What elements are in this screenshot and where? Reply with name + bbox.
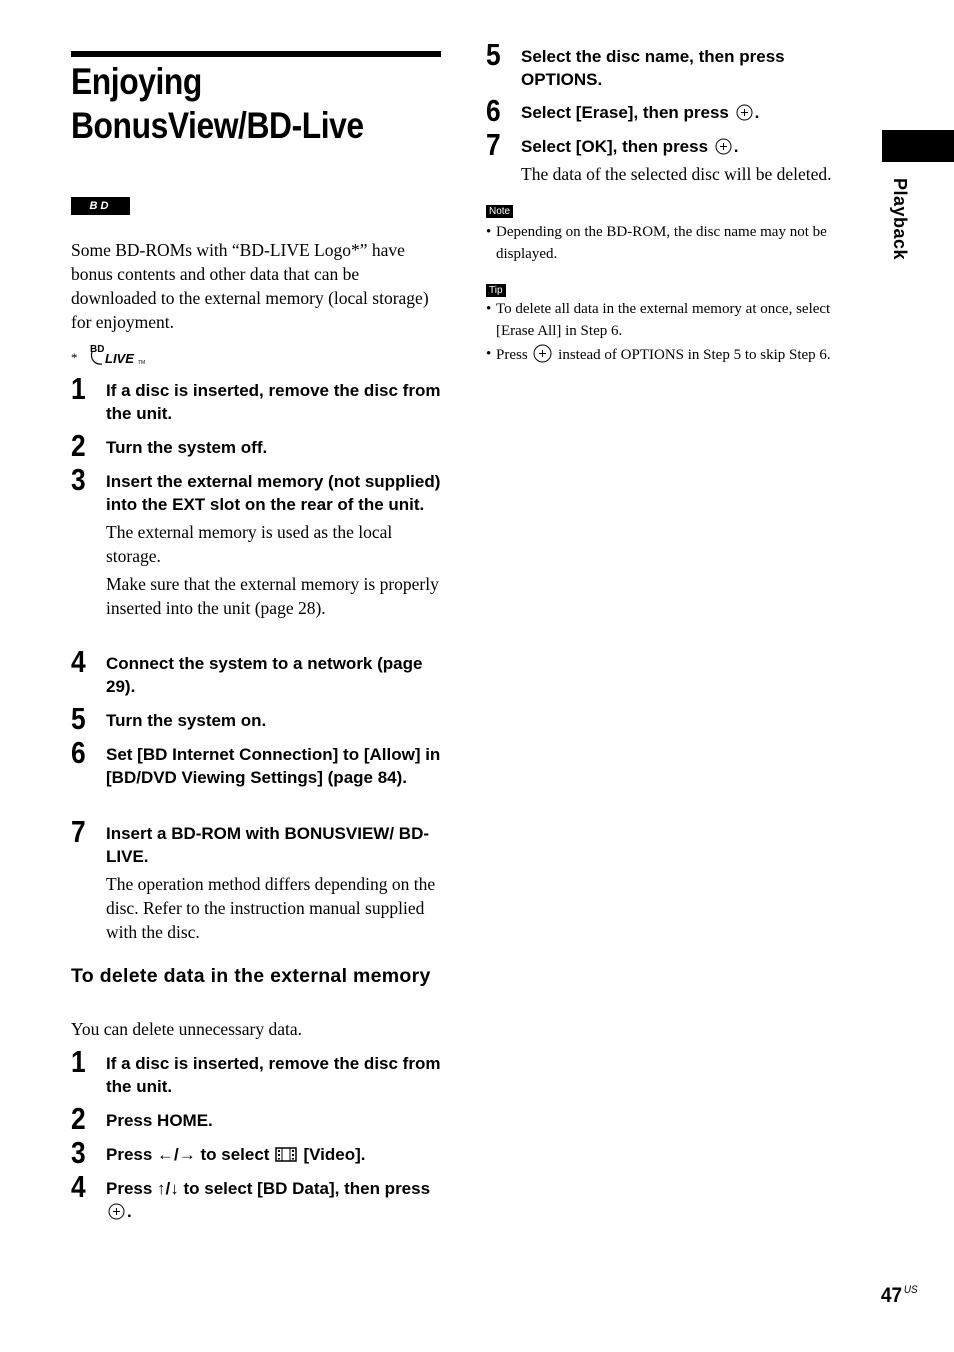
step-7 bbox=[71, 814, 443, 948]
step-number: 3 bbox=[71, 1135, 86, 1170]
step-6 bbox=[71, 735, 443, 789]
step-heading-text: Select [OK], then press bbox=[521, 137, 709, 156]
note-label: Note bbox=[486, 205, 513, 218]
tip-list bbox=[486, 299, 856, 369]
logo-footnote bbox=[71, 342, 148, 368]
step-heading: Turn the system off. bbox=[106, 438, 268, 457]
step-desc-para: The operation method differs depending on the disc. Refer to the instruction manual supplied with the disc. bbox=[106, 874, 436, 942]
section-intro: You can delete unnecessary data. bbox=[71, 1019, 302, 1039]
intro-paragraph: Some BD-ROMs with “BD-LIVE Logo*” have bonus contents and other data that can be downloaded to the external memory (local storage) for enjoyment. bbox=[71, 240, 429, 332]
step-description bbox=[106, 520, 443, 620]
delete-step-7 bbox=[486, 127, 866, 190]
step-heading: If a disc is inserted, remove the disc from the unit. bbox=[106, 1054, 441, 1096]
bullet: • bbox=[486, 301, 492, 317]
section-tab-marker bbox=[882, 130, 954, 162]
step-heading: Insert a BD-ROM with BONUSVIEW/ BD-LIVE. bbox=[106, 824, 430, 866]
page-number-value: 47 bbox=[881, 1284, 903, 1307]
enter-button-icon bbox=[715, 138, 732, 155]
page-number-suffix: US bbox=[903, 1284, 918, 1296]
step-heading: Insert the external memory (not supplied) into the EXT slot on the rear of the unit. bbox=[106, 472, 441, 514]
bd-badge: BD bbox=[71, 197, 130, 215]
step-2 bbox=[71, 428, 443, 463]
step-number: 4 bbox=[71, 644, 86, 679]
step-number: 7 bbox=[486, 127, 501, 162]
video-icon bbox=[275, 1146, 297, 1163]
delete-step-5 bbox=[486, 37, 866, 91]
section-heading: To delete data in the external memory bbox=[71, 965, 431, 987]
step-heading: If a disc is inserted, remove the disc from the unit. bbox=[106, 381, 441, 423]
step-heading-text: Select [Erase], then press bbox=[521, 103, 729, 122]
step-number: 2 bbox=[71, 428, 86, 463]
step-heading-text: . bbox=[733, 137, 739, 156]
step-heading bbox=[106, 1143, 443, 1166]
step-heading: Press HOME. bbox=[106, 1111, 213, 1130]
step-4 bbox=[71, 644, 443, 698]
step-number: 5 bbox=[486, 37, 501, 72]
tip-item bbox=[486, 299, 856, 342]
step-heading-text: . bbox=[754, 103, 760, 122]
step-3 bbox=[71, 462, 443, 624]
step-desc-para: The data of the selected disc will be deleted. bbox=[521, 164, 832, 184]
step-number: 1 bbox=[71, 371, 86, 406]
step-heading: Turn the system on. bbox=[106, 711, 267, 730]
step-desc-para: The external memory is used as the local storage. bbox=[106, 522, 393, 566]
delete-step-2 bbox=[71, 1101, 443, 1136]
step-description bbox=[521, 162, 866, 186]
step-number: 4 bbox=[71, 1169, 86, 1204]
step-heading bbox=[521, 135, 866, 158]
step-heading: Connect the system to a network (page 29). bbox=[106, 654, 423, 696]
step-number: 6 bbox=[486, 93, 501, 128]
footnote-mark: * bbox=[71, 350, 78, 365]
note-item bbox=[486, 222, 856, 265]
enter-button-icon bbox=[533, 344, 552, 363]
delete-step-1 bbox=[71, 1044, 443, 1098]
step-number: 2 bbox=[71, 1101, 86, 1136]
step-heading bbox=[106, 1177, 443, 1223]
enter-button-icon bbox=[108, 1203, 125, 1220]
logo-tm-text: TM bbox=[137, 360, 145, 366]
step-number: 6 bbox=[71, 735, 86, 770]
step-1 bbox=[71, 371, 443, 425]
tip-label: Tip bbox=[486, 284, 506, 297]
note-list bbox=[486, 222, 856, 267]
bd-live-logo-icon bbox=[88, 342, 148, 368]
step-heading-text: Press ↑/↓ to select [BD Data], then press bbox=[106, 1179, 431, 1198]
section-side-label bbox=[889, 178, 919, 278]
page-title: Enjoying BonusView/BD-Live bbox=[71, 61, 364, 146]
side-label-text: Playback bbox=[890, 178, 910, 261]
note-text: Depending on the BD-ROM, the disc name may not be displayed. bbox=[496, 224, 827, 262]
logo-bd-text: BD bbox=[89, 344, 104, 355]
bullet: • bbox=[486, 224, 492, 240]
tip-text: instead of OPTIONS in Step 5 to skip Step 6. bbox=[558, 347, 831, 363]
step-number: 1 bbox=[71, 1044, 86, 1079]
step-number: 5 bbox=[71, 701, 86, 736]
step-desc-para: Make sure that the external memory is properly inserted into the unit (page 28). bbox=[106, 574, 439, 618]
tip-item bbox=[486, 344, 856, 367]
step-heading-text: Press ←/→ to select bbox=[106, 1145, 270, 1164]
delete-step-6 bbox=[486, 93, 866, 128]
tip-text: To delete all data in the external memory at once, select [Erase All] in Step 6. bbox=[496, 301, 831, 339]
title-rule bbox=[71, 51, 441, 57]
step-5 bbox=[71, 701, 443, 736]
step-heading: Select the disc name, then press OPTIONS. bbox=[521, 47, 785, 89]
step-heading: Set [BD Internet Connection] to [Allow] in [BD/DVD Viewing Settings] (page 84). bbox=[106, 745, 441, 787]
enter-button-icon bbox=[736, 104, 753, 121]
delete-step-3 bbox=[71, 1135, 443, 1170]
step-description bbox=[106, 872, 443, 944]
bullet: • bbox=[486, 346, 492, 362]
step-heading bbox=[521, 101, 866, 124]
logo-live-text: LIVE bbox=[104, 351, 134, 366]
delete-step-4 bbox=[71, 1169, 443, 1223]
step-number: 3 bbox=[71, 462, 86, 497]
page-number bbox=[881, 1284, 918, 1308]
step-heading-text: . bbox=[127, 1202, 132, 1221]
tip-text: Press bbox=[496, 347, 528, 363]
step-heading-text: [Video]. bbox=[303, 1145, 366, 1164]
step-number: 7 bbox=[71, 814, 86, 849]
